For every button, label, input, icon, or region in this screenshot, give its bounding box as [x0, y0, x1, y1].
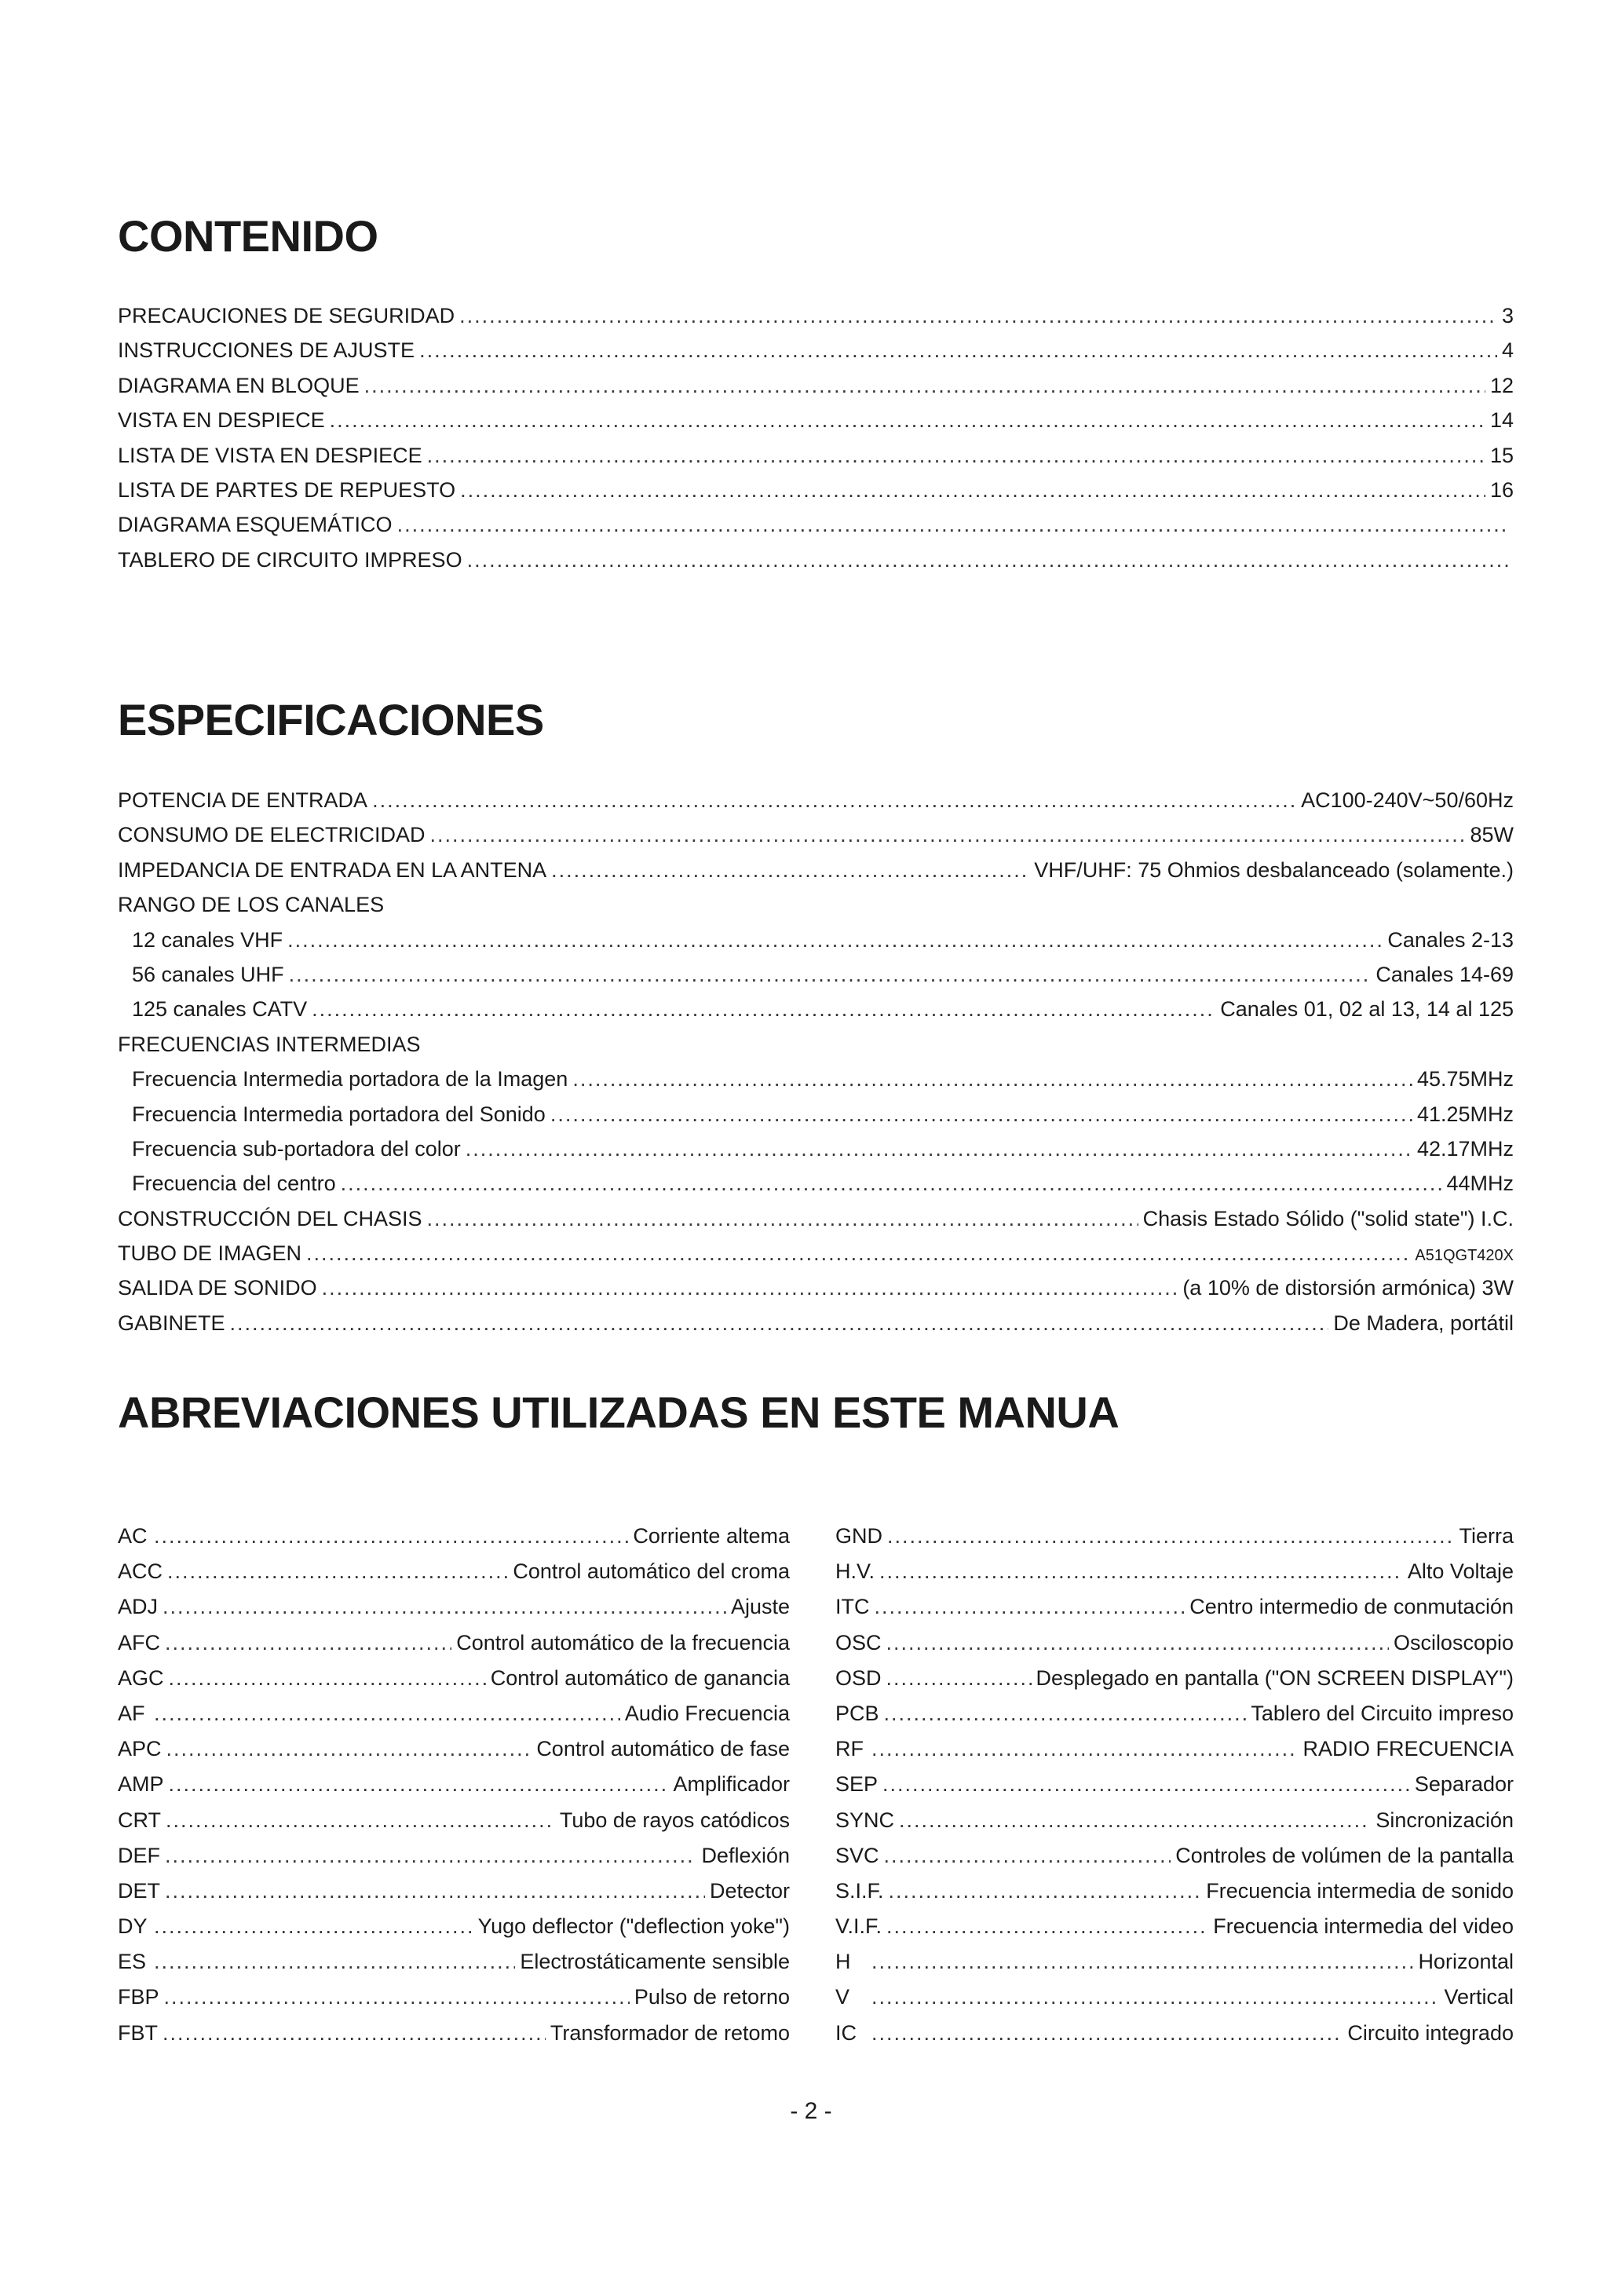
- dot-leader: [889, 1874, 1202, 1909]
- spec-entry-label: Frecuencia del centro: [132, 1172, 336, 1196]
- abbreviation-entry-label: AF: [118, 1701, 145, 1725]
- abbreviation-entry: [835, 1803, 1514, 1838]
- abbreviation-entry: [835, 1731, 1514, 1767]
- toc-entry: [118, 333, 1514, 367]
- toc-entry: [118, 438, 1514, 473]
- abbreviation-entry-value: Corriente altema: [633, 1524, 790, 1548]
- spec-entry-label: POTENCIA DE ENTRADA: [118, 788, 368, 812]
- abbreviation-entry: [835, 2016, 1514, 2051]
- spec-entry-label: 125 canales CATV: [132, 997, 308, 1022]
- spec-entry-value: 45.75MHz: [1416, 1067, 1514, 1091]
- spec-entry-label: CONSTRUCCIÓN DEL CHASIS: [118, 1206, 422, 1230]
- contenido-heading: CONTENIDO: [118, 211, 378, 261]
- toc-entry-value: 16: [1489, 477, 1514, 502]
- dot-leader: [467, 543, 1509, 577]
- abbreviation-entry-label: S.I.F.: [835, 1878, 884, 1903]
- spec-entry: [118, 1097, 1514, 1132]
- abbreviation-entry-label: FBP: [118, 1985, 159, 2009]
- spec-entry-label: 56 canales UHF: [132, 962, 284, 986]
- toc-entry-label: TABLERO DE CIRCUITO IMPRESO: [118, 547, 462, 572]
- toc-entry-label: LISTA DE PARTES DE REPUESTO: [118, 477, 456, 502]
- abbreviation-entry-value: Tierra: [1459, 1524, 1514, 1548]
- spec-entry: [118, 1027, 1514, 1062]
- toc-entry-label: LISTA DE VISTA EN DESPIECE: [118, 443, 422, 467]
- dot-leader: [154, 1944, 515, 1980]
- abbreviation-entry: [118, 1909, 790, 1944]
- table-of-contents: [118, 298, 1514, 577]
- spec-entry: [118, 923, 1514, 957]
- dot-leader: [430, 817, 1466, 852]
- abbreviation-entry-value: Tubo de rayos catódicos: [559, 1808, 790, 1832]
- spec-entry-value: (a 10% de distorsión armónica) 3W: [1182, 1276, 1514, 1300]
- spec-entry: [118, 1132, 1514, 1166]
- toc-entry-value: 3: [1501, 304, 1514, 327]
- abbreviation-entry-value: Control automático del croma: [513, 1559, 790, 1584]
- dot-leader: [312, 992, 1215, 1026]
- dot-leader: [871, 1980, 1439, 2015]
- abbreviation-entry: [118, 1696, 790, 1731]
- spec-entry-value: Chasis Estado Sólido ("solid state") I.C.: [1142, 1206, 1514, 1230]
- abbreviation-entry-value: Sincronización: [1375, 1808, 1514, 1832]
- dot-leader: [886, 1625, 1389, 1661]
- dot-leader: [164, 1980, 630, 2015]
- abbreviation-entry-label: ADJ: [118, 1595, 159, 1619]
- abbreviation-entry: [835, 1838, 1514, 1874]
- dot-leader: [372, 783, 1296, 817]
- abbreviation-entry: [118, 1874, 790, 1909]
- abbreviation-entry-label: AMP: [118, 1772, 164, 1797]
- abbreviation-entry-value: Circuito integrado: [1347, 2020, 1514, 2045]
- toc-entry-label: INSTRUCCIONES DE AJUSTE: [118, 338, 415, 363]
- toc-entry: [118, 298, 1514, 333]
- spec-entry-label: RANGO DE LOS CANALES: [118, 893, 385, 917]
- abbreviation-entry: [118, 1944, 790, 1980]
- toc-entry-value: 4: [1501, 338, 1514, 363]
- abbreviation-entry-label: GND: [835, 1524, 882, 1548]
- abbreviation-entry-value: Horizontal: [1418, 1950, 1514, 1974]
- abbreviation-entry: [118, 1767, 790, 1802]
- dot-leader: [165, 1838, 696, 1874]
- spec-entry: [118, 887, 1514, 922]
- toc-entry-value: 14: [1489, 408, 1514, 433]
- abbreviation-entry-value: Controles de volúmen de la pantalla: [1175, 1843, 1514, 1867]
- abbreviation-entry-label: SEP: [835, 1772, 879, 1797]
- dot-leader: [287, 923, 1383, 957]
- abreviaciones-heading: ABREVIACIONES UTILIZADAS EN ESTE MANUA: [118, 1387, 1120, 1437]
- dot-leader: [341, 1166, 1442, 1201]
- abbreviation-entry-label: FBT: [118, 2020, 158, 2045]
- dot-leader: [166, 1731, 532, 1767]
- dot-leader: [551, 853, 1029, 887]
- abbreviation-entry: [118, 1803, 790, 1838]
- spec-entry-value: VHF/UHF: 75 Ohmios desbalanceado (solamente.): [1034, 857, 1514, 882]
- spec-entry-value: Canales 2-13: [1387, 927, 1514, 952]
- spec-entry: [118, 1062, 1514, 1096]
- spec-entry: [118, 1201, 1514, 1236]
- dot-leader: [871, 2016, 1343, 2051]
- abbreviation-entry-value: Vertical: [1444, 1985, 1514, 2009]
- abbreviation-entry-label: DY: [118, 1914, 148, 1939]
- dot-leader: [884, 1838, 1171, 1874]
- toc-entry-label: VISTA EN DESPIECE: [118, 408, 325, 433]
- abbreviation-entry-label: SYNC: [835, 1808, 895, 1832]
- abbreviation-entry-label: ITC: [835, 1595, 870, 1619]
- abbreviation-entry-value: Tablero del Circuito impreso: [1251, 1701, 1514, 1725]
- abbreviation-entry: [118, 1625, 790, 1661]
- abbreviation-entry-label: H.V.: [835, 1559, 875, 1584]
- abbreviation-entry-value: Frecuencia intermedia del video: [1213, 1914, 1514, 1939]
- spec-entry: [118, 817, 1514, 852]
- abbreviation-entry: [118, 1661, 790, 1696]
- abbreviation-entry-label: ES: [118, 1950, 147, 1974]
- toc-entry-label: DIAGRAMA EN BLOQUE: [118, 373, 360, 397]
- abbreviation-entry: [835, 1625, 1514, 1661]
- dot-leader: [871, 1731, 1298, 1767]
- toc-entry-value: 15: [1489, 443, 1514, 467]
- spec-entry-value: 85W: [1470, 823, 1514, 847]
- dot-leader: [154, 1909, 473, 1944]
- abbreviation-entry-value: Frecuencia intermedia de sonido: [1206, 1878, 1514, 1903]
- abbreviation-entry-label: V.I.F.: [835, 1914, 882, 1939]
- abbreviation-entry: [118, 1838, 790, 1874]
- dot-leader: [165, 1625, 451, 1661]
- abbreviation-entry-label: V: [835, 1985, 850, 2009]
- abbreviation-entry-label: OSD: [835, 1665, 882, 1690]
- abbreviation-entry-label: SVC: [835, 1843, 879, 1867]
- abbreviation-entry-value: Pulso de retorno: [634, 1985, 790, 2009]
- spec-entry-value: 44MHz: [1446, 1172, 1514, 1196]
- abbreviation-entry: [118, 2016, 790, 2051]
- abbreviation-entry: [835, 1661, 1514, 1696]
- spec-entry-value: 42.17MHz: [1416, 1136, 1514, 1161]
- dot-leader: [154, 1519, 628, 1554]
- abbreviation-entry-value: Control automático de ganancia: [490, 1665, 790, 1690]
- spec-entry-label: Frecuencia Intermedia portadora del Sonido: [132, 1102, 546, 1126]
- abbreviation-entry-label: APC: [118, 1737, 162, 1761]
- dot-leader: [875, 1589, 1185, 1625]
- dot-leader: [397, 507, 1509, 542]
- abbreviation-entry-label: PCB: [835, 1701, 879, 1725]
- toc-entry-label: DIAGRAMA ESQUEMÁTICO: [118, 513, 393, 537]
- spec-entry-label: Frecuencia sub-portadora del color: [132, 1136, 461, 1161]
- spec-entry-label: GABINETE: [118, 1311, 225, 1335]
- abbreviation-entry-value: Control automático de la frecuencia: [456, 1630, 790, 1654]
- especificaciones-heading: ESPECIFICACIONES: [118, 695, 544, 744]
- abbreviation-entry-label: AC: [118, 1524, 148, 1548]
- spec-entry-label: CONSUMO DE ELECTRICIDAD: [118, 823, 426, 847]
- spec-entry: [118, 853, 1514, 887]
- spec-entry-label: 12 canales VHF: [132, 927, 283, 952]
- toc-entry-value: 12: [1489, 373, 1514, 397]
- abbreviation-entry: [835, 1767, 1514, 1802]
- dot-leader: [169, 1767, 669, 1802]
- spec-entry-label: FRECUENCIAS INTERMEDIAS: [118, 1032, 421, 1056]
- dot-leader: [364, 368, 1485, 403]
- abbreviation-entry-value: Ajuste: [730, 1595, 790, 1619]
- abbreviation-entry: [118, 1589, 790, 1625]
- abbreviation-entry: [118, 1554, 790, 1589]
- abbreviation-entry-label: DEF: [118, 1843, 160, 1867]
- abbreviation-entry: [835, 1944, 1514, 1980]
- spec-entry-label: TUBO DE IMAGEN: [118, 1241, 302, 1266]
- dot-leader: [163, 1589, 726, 1625]
- abbreviation-entry-value: Transformador de retomo: [550, 2020, 790, 2045]
- dot-leader: [886, 1909, 1208, 1944]
- dot-leader: [459, 298, 1497, 333]
- dot-leader: [322, 1270, 1178, 1305]
- dot-leader: [427, 438, 1485, 473]
- spec-entry-value: De Madera, portátil: [1333, 1311, 1514, 1335]
- dot-leader: [427, 1201, 1138, 1236]
- abbreviation-entry: [835, 1589, 1514, 1625]
- dot-leader: [230, 1306, 1329, 1340]
- spec-entry-value: Canales 01, 02 al 13, 14 al 125: [1220, 997, 1514, 1022]
- spec-entry-label: IMPEDANCIA DE ENTRADA EN LA ANTENA: [118, 857, 547, 882]
- abbreviation-entry-value: Osciloscopio: [1393, 1630, 1514, 1654]
- toc-entry: [118, 507, 1514, 542]
- abbreviation-entry: [835, 1874, 1514, 1909]
- abbreviation-entry-value: Electrostáticamente sensible: [520, 1950, 790, 1974]
- abbreviation-entry-value: Desplegado en pantalla ("ON SCREEN DISPLAY"): [1036, 1665, 1514, 1690]
- dot-leader: [165, 1874, 705, 1909]
- dot-leader: [886, 1661, 1032, 1696]
- dot-leader: [154, 1696, 620, 1731]
- specifications-list: [118, 783, 1514, 1340]
- toc-entry: [118, 368, 1514, 403]
- abbreviation-entry-label: DET: [118, 1878, 160, 1903]
- abbreviation-entry-value: Deflexión: [701, 1843, 790, 1867]
- dot-leader: [330, 403, 1485, 437]
- spec-entry-label: SALIDA DE SONIDO: [118, 1276, 317, 1300]
- dot-leader: [550, 1097, 1412, 1132]
- dot-leader: [882, 1767, 1410, 1802]
- toc-entry: [118, 473, 1514, 507]
- spec-entry-label: Frecuencia Intermedia portadora de la Imagen: [132, 1067, 568, 1091]
- spec-entry: [118, 1270, 1514, 1305]
- spec-entry: [118, 1166, 1514, 1201]
- abbreviation-entry: [118, 1519, 790, 1554]
- abbreviation-entry-value: Centro intermedio de conmutación: [1189, 1595, 1514, 1619]
- abbreviation-entry-value: Yugo deflector ("deflection yoke"): [477, 1914, 790, 1939]
- abbreviation-entry: [835, 1554, 1514, 1589]
- abbreviation-entry: [835, 1980, 1514, 2015]
- dot-leader: [572, 1062, 1412, 1096]
- spec-entry: [118, 1306, 1514, 1340]
- spec-entry: [118, 957, 1514, 992]
- spec-entry-value: A51QGT420X: [1415, 1247, 1514, 1265]
- spec-entry-value: Canales 14-69: [1375, 962, 1514, 986]
- dot-leader: [166, 1803, 555, 1838]
- abbreviation-entry-label: RF: [835, 1737, 864, 1761]
- dot-leader: [163, 2016, 546, 2051]
- dot-leader: [871, 1944, 1413, 1980]
- dot-leader: [466, 1132, 1412, 1166]
- page-number: - 2 -: [790, 2098, 832, 2124]
- dot-leader: [460, 473, 1485, 507]
- abbreviations-right-column: [835, 1519, 1514, 2051]
- abbreviation-entry-label: AFC: [118, 1630, 160, 1654]
- abbreviation-entry: [118, 1731, 790, 1767]
- abbreviation-entry: [835, 1909, 1514, 1944]
- abbreviation-entry: [835, 1519, 1514, 1554]
- spec-entry-value: 41.25MHz: [1416, 1102, 1514, 1126]
- abbreviation-entry-label: ACC: [118, 1559, 163, 1584]
- abbreviation-entry-label: AGC: [118, 1665, 164, 1690]
- toc-entry: [118, 403, 1514, 437]
- spec-entry: [118, 992, 1514, 1026]
- abbreviation-entry-value: Alto Voltaje: [1407, 1559, 1514, 1584]
- abbreviation-entry-label: CRT: [118, 1808, 162, 1832]
- dot-leader: [887, 1519, 1454, 1554]
- spec-entry: [118, 783, 1514, 817]
- dot-leader: [899, 1803, 1371, 1838]
- abbreviations-left-column: [118, 1519, 790, 2051]
- dot-leader: [879, 1554, 1403, 1589]
- abbreviation-entry-label: H: [835, 1950, 851, 1974]
- abbreviation-entry-label: IC: [835, 2020, 857, 2045]
- abbreviation-entry: [835, 1696, 1514, 1731]
- abbreviation-entry-value: Amplificador: [673, 1772, 790, 1797]
- dot-leader: [884, 1696, 1247, 1731]
- toc-entry-label: PRECAUCIONES DE SEGURIDAD: [118, 304, 455, 327]
- toc-entry: [118, 543, 1514, 577]
- spec-entry-value: AC100-240V~50/60Hz: [1301, 788, 1514, 812]
- abbreviation-entry-label: OSC: [835, 1630, 882, 1654]
- abbreviation-entry-value: Audio Frecuencia: [624, 1701, 790, 1725]
- abbreviation-entry-value: Detector: [709, 1878, 790, 1903]
- dot-leader: [169, 1661, 486, 1696]
- abbreviation-entry-value: Separador: [1414, 1772, 1514, 1797]
- dot-leader: [419, 333, 1497, 367]
- spec-entry: [118, 1236, 1514, 1270]
- dot-leader: [167, 1554, 508, 1589]
- dot-leader: [289, 957, 1372, 992]
- abbreviation-entry-value: Control automático de fase: [536, 1737, 790, 1761]
- abbreviation-entry: [118, 1980, 790, 2015]
- dot-leader: [306, 1236, 1410, 1270]
- abbreviation-entry-value: RADIO FRECUENCIA: [1302, 1737, 1514, 1761]
